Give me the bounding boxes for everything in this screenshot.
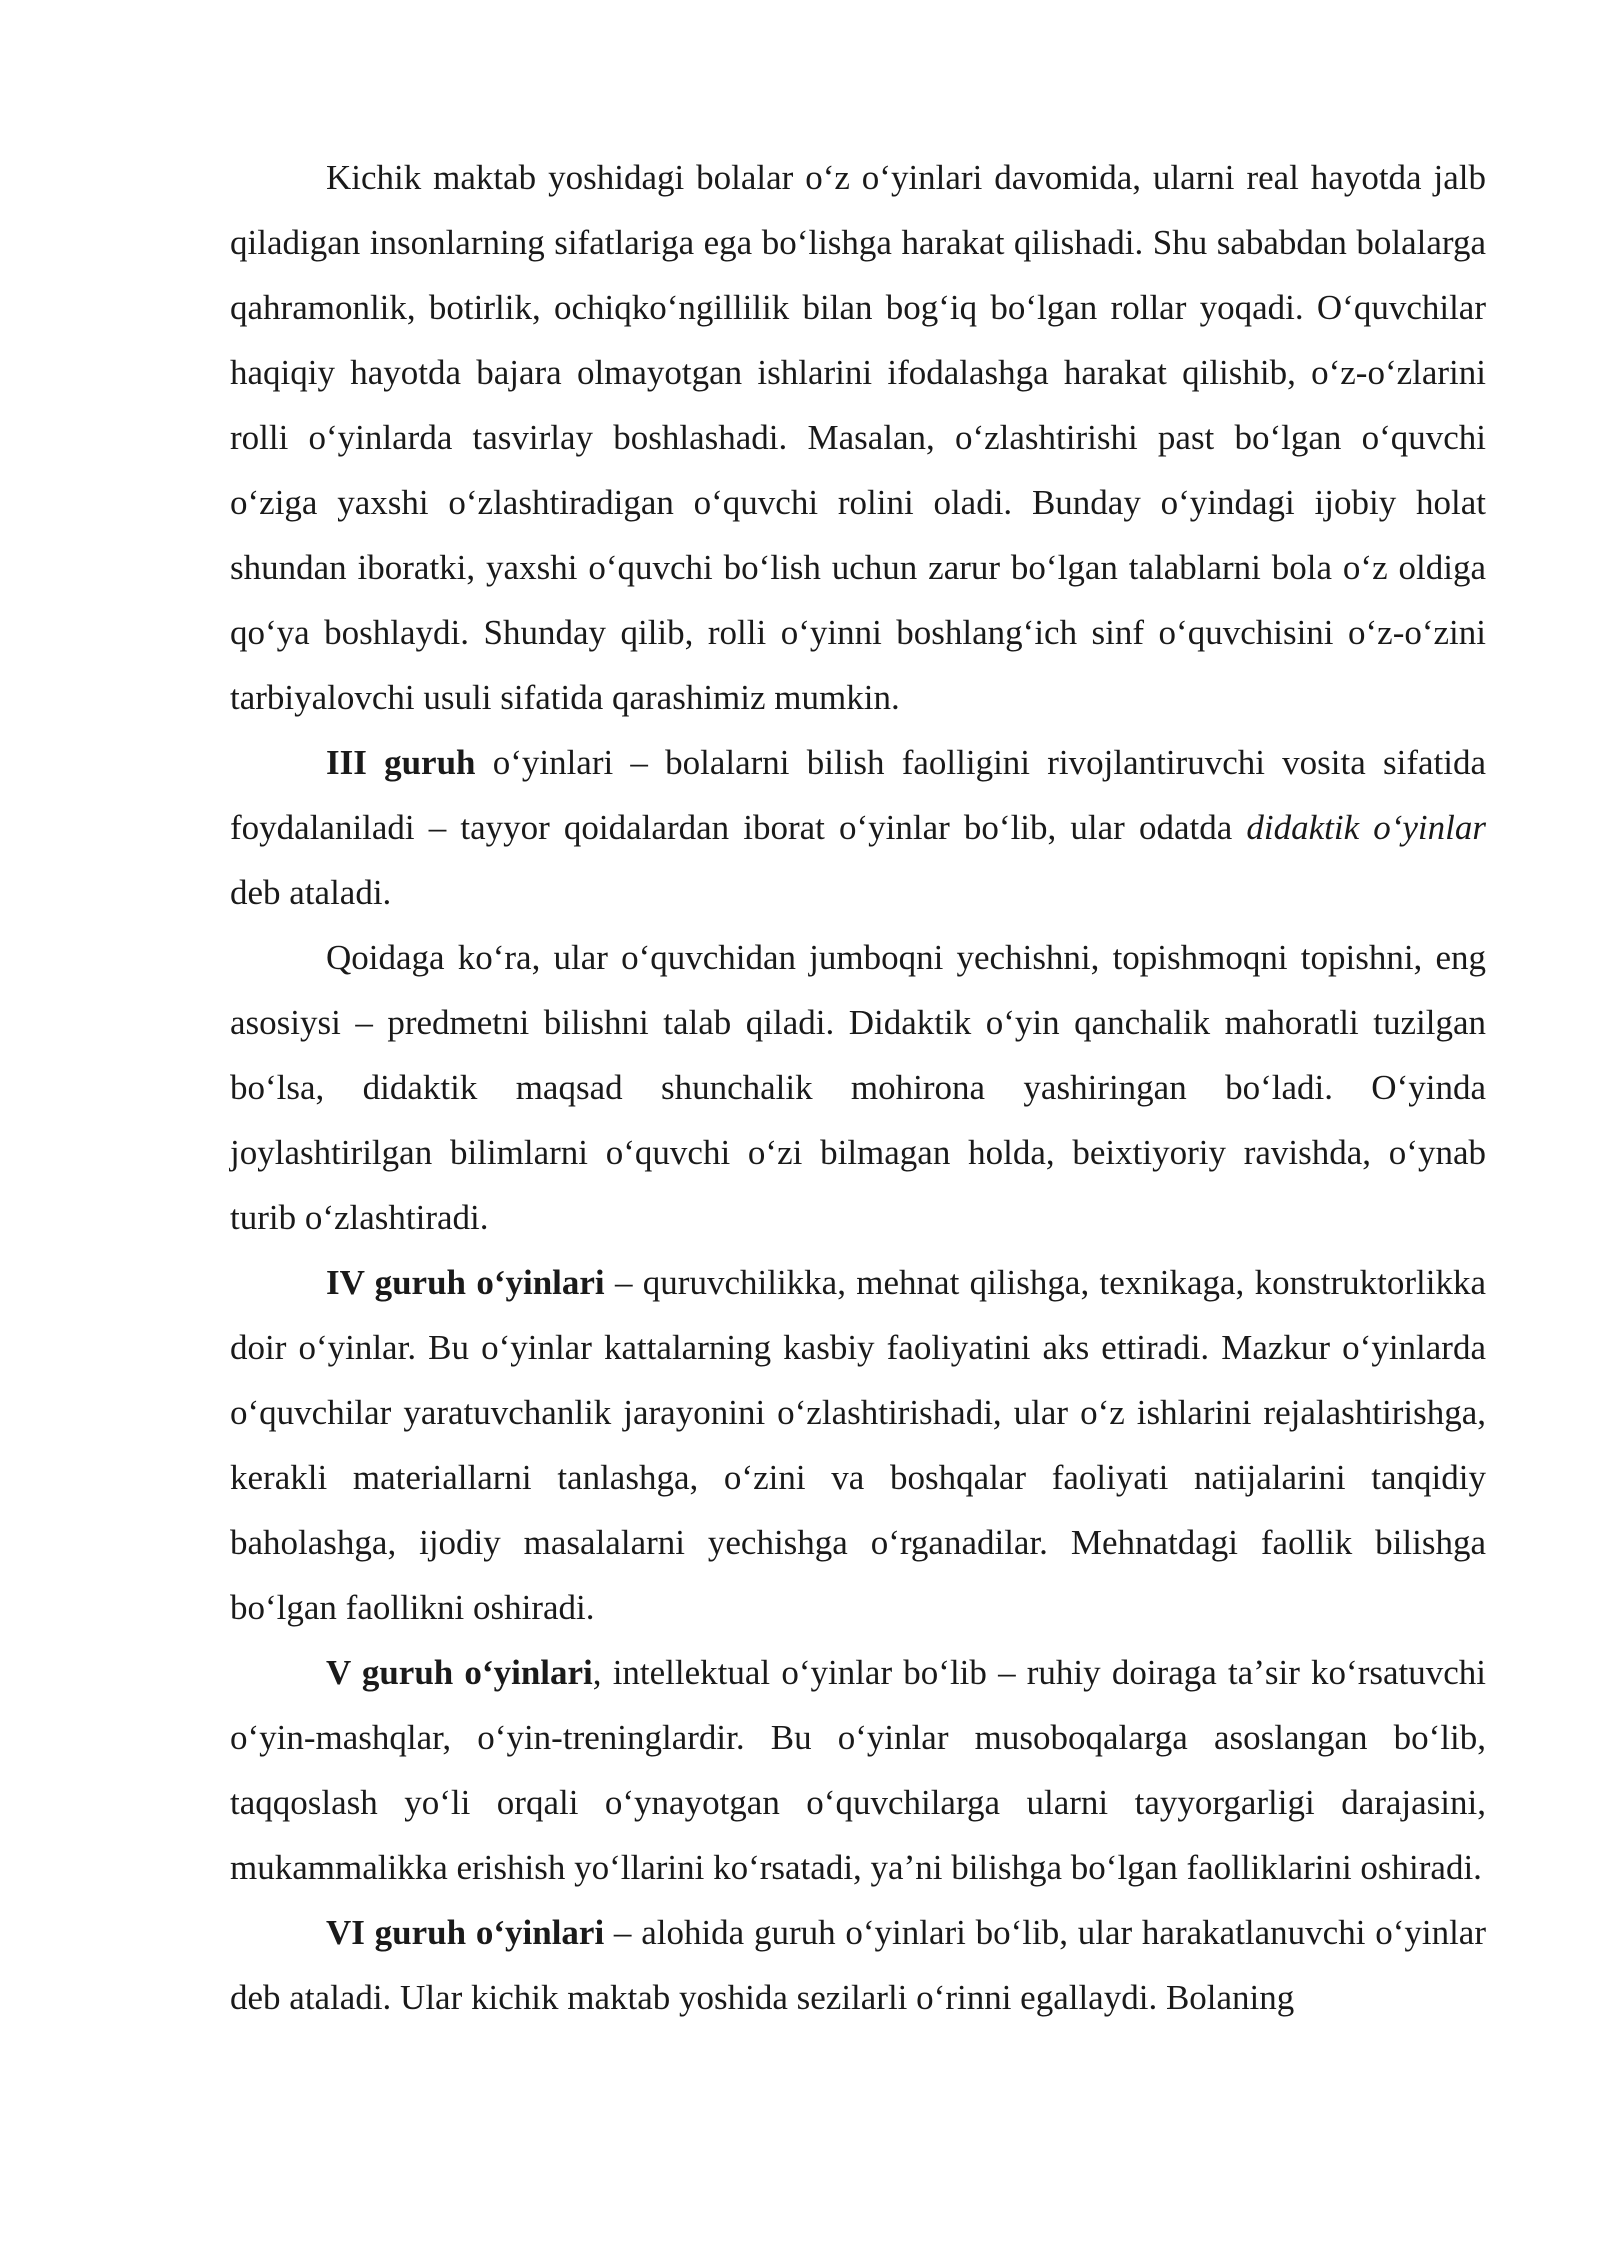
paragraph-2-text-a: oʻyinlari – bolalarni bilish faolligini rivojlantiruvchi vosita sifatida foydalaniladi – tayyor qoidalardan iborat oʻyinlar boʻlib, ular odatda — [230, 743, 1486, 847]
paragraph-5 — [230, 1640, 1486, 1900]
term-didactic-games: didaktik oʻyinlar — [1246, 808, 1486, 847]
paragraph-3 — [230, 925, 1486, 1250]
document-page — [230, 145, 1486, 2030]
paragraph-2-text-b: deb ataladi. — [230, 873, 392, 912]
group-heading-iv: IV guruh oʻyinlari — [326, 1263, 605, 1302]
paragraph-1 — [230, 145, 1486, 730]
group-heading-iii: III guruh — [326, 743, 476, 782]
group-heading-vi: VI guruh oʻyinlari — [326, 1913, 605, 1952]
paragraph-3-text: Qoidaga koʻra, ular oʻquvchidan jumboqni yechishni, topishmoqni topishni, eng asosiysi – predmetni bilishni talab qiladi. Didaktik oʻyin qanchalik mahoratli tuzilgan boʻlsa, didaktik maqsad shunchalik mohirona yashiringan boʻladi. Oʻyinda joylashtirilgan bilimlarni oʻquvchi oʻzi bilmagan holda, beixtiyoriy ravishda, oʻynab turib oʻzlashtiradi. — [230, 938, 1486, 1237]
paragraph-4 — [230, 1250, 1486, 1640]
paragraph-2 — [230, 730, 1486, 925]
paragraph-1-text: Kichik maktab yoshidagi bolalar oʻz oʻyinlari davomida, ularni real hayotda jalb qiladigan insonlarning sifatlariga ega boʻlishga harakat qilishadi. Shu sababdan bolalarga qahramonlik, botirlik, ochiqkoʻngillilik bilan bogʻiq boʻlgan rollar yoqadi. Oʻquvchilar haqiqiy hayotda bajara olmayotgan ishlarini ifodalashga harakat qilishib, oʻz-oʻzlarini rolli oʻyinlarda tasvirlay boshlashadi. Masalan, oʻzlashtirishi past boʻlgan oʻquvchi oʻziga yaxshi oʻzlashtiradigan oʻquvchi rolini oladi. Bunday oʻyindagi ijobiy holat shundan iboratki, yaxshi oʻquvchi boʻlish uchun zarur boʻlgan talablarni bola oʻz oldiga qoʻya boshlaydi. Shunday qilib, rolli oʻyinni boshlangʻich sinf oʻquvchisini oʻz-oʻzini tarbiyalovchi usuli sifatida qarashimiz mumkin. — [230, 158, 1486, 717]
paragraph-6 — [230, 1900, 1486, 2030]
group-heading-v: V guruh oʻyinlari — [326, 1653, 593, 1692]
paragraph-6-text: – alohida guruh oʻyinlari boʻlib, ular harakatlanuvchi oʻyinlar deb ataladi. Ular kichik maktab yoshida sezilarli oʻrinni egallaydi. Bolaning — [230, 1913, 1486, 2017]
paragraph-5-text: , intellektual oʻyinlar boʻlib – ruhiy doiraga taʼsir koʻrsatuvchi oʻyin-mashqlar, oʻyin-treninglardir. Bu oʻyinlar musoboqalarga asoslangan boʻlib, taqqoslash yoʻli orqali oʻynayotgan oʻquvchilarga ularni tayyorgarligi darajasini, mukammalikka erishish yoʻllarini koʻrsatadi, yaʼni bilishga boʻlgan faolliklarini oshiradi. — [230, 1653, 1486, 1887]
paragraph-4-text: – quruvchilikka, mehnat qilishga, texnikaga, konstruktorlikka doir oʻyinlar. Bu oʻyinlar kattalarning kasbiy faoliyatini aks ettiradi. Mazkur oʻyinlarda oʻquvchilar yaratuvchanlik jarayonini oʻzlashtirishadi, ular oʻz ishlarini rejalashtirishga, kerakli materiallarni tanlashga, oʻzini va boshqalar faoliyati natijalarini tanqidiy baholashga, ijodiy masalalarni yechishga oʻrganadilar. Mehnatdagi faollik bilishga boʻlgan faollikni oshiradi. — [230, 1263, 1486, 1627]
